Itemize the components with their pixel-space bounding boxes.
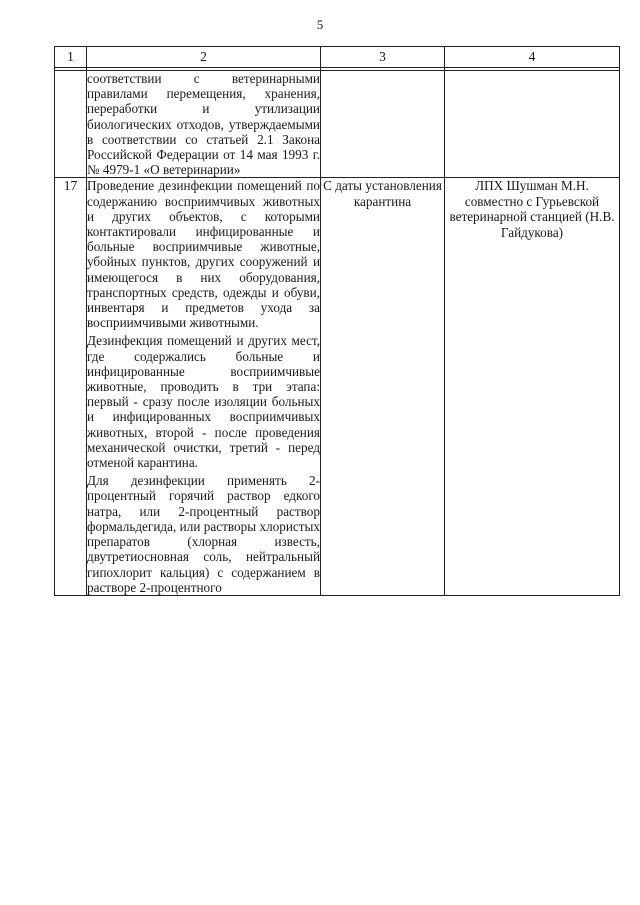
- measure-paragraph: соответствии с ветеринарными правилами перемещения, хранения, переработки и утилизации биологических отходов, утверждаемыми в соответствии со статьей 2.1 Закона Российской Федерации от 14 мая 1993 г. № 4979-1 «О ветеринарии»: [87, 71, 320, 178]
- measure-paragraph: Проведение дезинфекции помещений по содержанию восприимчивых животных и других объектов, с которыми контактировали инфицированные и больные восприимчивые животные, убойных пунктов, других сооружений и имеющегося в них оборудования, транспортных средств, одежды и обуви, инвентаря и предметов ухода за восприимчивыми животными.: [87, 178, 320, 331]
- page-number: 5: [316, 17, 324, 32]
- column-header-3: 3: [321, 47, 445, 68]
- column-header-4: 4: [445, 47, 620, 68]
- column-header-1: 1: [55, 47, 87, 68]
- measure-paragraph: Для дезинфекции применять 2-процентный горячий раствор едкого натра, или 2-процентный раствор формальдегида, или растворы хлористых препаратов (хлорная известь, двутретиосновная соль, нейтральный гипохлорит кальция) с содержанием в растворе 2-процентного: [87, 473, 320, 595]
- measures-table: [54, 46, 620, 596]
- responsible-cell: ЛПХ Шушман М.Н. совместно с Гурьевской ветеринарной станцией (Н.В. Гайдукова): [445, 178, 620, 595]
- deadline-cell: [321, 71, 445, 178]
- deadline-cell: С даты установления карантина: [321, 178, 445, 595]
- measure-paragraph: Дезинфекция помещений и других мест, где содержались больные и инфицированные восприимчивые животные, проводить в три этапа: первый - сразу после изоляции больных и инфицированных восприимчивых животных, второй - после проведения механической очистки, третий - перед отменой карантина.: [87, 333, 320, 471]
- column-header-2: 2: [87, 47, 321, 68]
- measure-description: [87, 178, 321, 595]
- table-header-row: [55, 47, 620, 68]
- responsible-cell: [445, 71, 620, 178]
- table-row: [55, 71, 620, 178]
- row-number: [55, 71, 87, 178]
- row-number: 17: [55, 178, 87, 595]
- measure-description: [87, 71, 321, 178]
- table-row: [55, 178, 620, 595]
